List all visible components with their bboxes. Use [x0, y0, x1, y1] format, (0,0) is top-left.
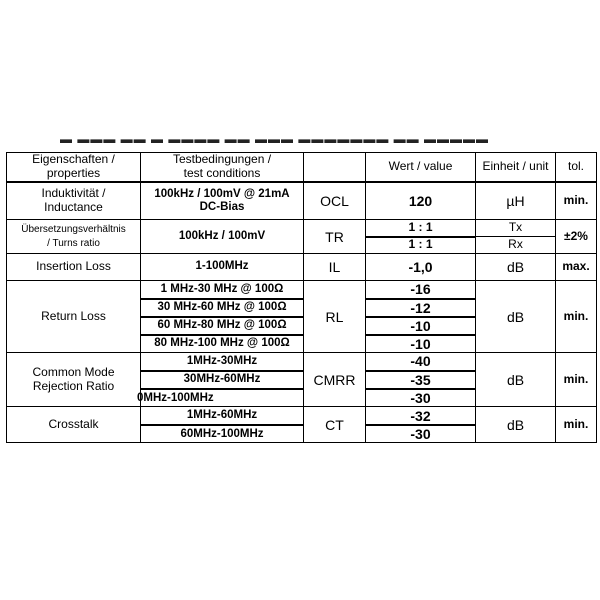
value-turns-ratio-tx: 1 : 1 [366, 220, 476, 237]
unit-return-loss: dB [476, 281, 556, 353]
header-tolerance: tol. [556, 153, 597, 182]
property-inductance-de: Induktivität / [41, 186, 106, 201]
tolerance-cmrr: min. [556, 353, 597, 407]
property-inductance-en: Inductance [44, 199, 103, 214]
symbol-tr: TR [304, 220, 366, 254]
value-return-loss-1: -16 [366, 281, 476, 299]
property-turns-ratio-de: Übersetzungsverhältnis [21, 223, 126, 235]
condition-return-loss-3: 60 MHz-80 MHz @ 100Ω [141, 317, 304, 335]
symbol-il: IL [304, 254, 366, 281]
header-conditions-de: Testbedingungen / [172, 152, 272, 166]
table-row-cmrr-1 [7, 353, 597, 371]
value-turns-ratio-rx: 1 : 1 [366, 237, 476, 254]
condition-crosstalk-1: 1MHz-60MHz [141, 407, 304, 425]
condition-cmrr-2: 30MHz-60MHz [141, 371, 304, 389]
tolerance-inductance: min. [556, 182, 597, 220]
table-row-crosstalk-1 [7, 407, 597, 425]
property-turns-ratio [7, 220, 141, 254]
condition-return-loss-4: 80 MHz-100 MHz @ 100Ω [141, 335, 304, 353]
condition-inductance [141, 182, 304, 220]
value-cmrr-1: -40 [366, 353, 476, 371]
table-row-turns-ratio-tx [7, 220, 597, 237]
condition-cmrr-3: 0MHz-100MHz [141, 389, 304, 407]
value-return-loss-2: -12 [366, 299, 476, 317]
header-value: Wert / value [366, 153, 476, 182]
property-cmrr [7, 353, 141, 407]
property-turns-ratio-en: / Turns ratio [47, 238, 100, 250]
condition-cmrr-1: 1MHz-30MHz [141, 353, 304, 371]
symbol-cmrr: CMRR [304, 353, 366, 407]
condition-return-loss-2: 30 MHz-60 MHz @ 100Ω [141, 299, 304, 317]
header-conditions-en: test conditions [183, 165, 261, 180]
condition-crosstalk-2: 60MHz-100MHz [141, 425, 304, 443]
value-insertion-loss: -1,0 [366, 254, 476, 281]
condition-turns-ratio: 100kHz / 100mV [141, 220, 304, 254]
value-return-loss-3: -10 [366, 317, 476, 335]
unit-turns-ratio-tx: Tx [476, 220, 556, 237]
header-symbol [304, 153, 366, 182]
unit-cmrr: dB [476, 353, 556, 407]
property-insertion-loss: Insertion Loss [7, 254, 141, 281]
condition-inductance-line2: DC-Bias [199, 200, 245, 213]
unit-crosstalk: dB [476, 407, 556, 443]
property-cmrr-line2: Rejection Ratio [32, 378, 115, 393]
table-row-insertion-loss [7, 254, 597, 281]
header-test-conditions [141, 153, 304, 182]
table-header-row [7, 153, 597, 182]
symbol-rl: RL [304, 281, 366, 353]
table-row-inductance [7, 182, 597, 220]
condition-return-loss-1: 1 MHz-30 MHz @ 100Ω [141, 281, 304, 299]
tolerance-insertion-loss: max. [556, 254, 597, 281]
header-properties-de: Eigenschaften / [32, 152, 115, 166]
header-properties [7, 153, 141, 182]
header-properties-en: properties [46, 165, 101, 180]
condition-insertion-loss: 1-100MHz [141, 254, 304, 281]
tolerance-turns-ratio: ±2% [556, 220, 597, 254]
value-return-loss-4: -10 [366, 335, 476, 353]
unit-turns-ratio-rx: Rx [476, 237, 556, 254]
header-unit: Einheit / unit [476, 153, 556, 182]
symbol-ct: CT [304, 407, 366, 443]
condition-inductance-line1: 100kHz / 100mV @ 21mA [154, 187, 290, 200]
property-inductance [7, 182, 141, 220]
table-row-return-loss-1 [7, 281, 597, 299]
value-cmrr-2: -35 [366, 371, 476, 389]
value-crosstalk-2: -30 [366, 425, 476, 443]
property-crosstalk: Crosstalk [7, 407, 141, 443]
property-cmrr-line1: Common Mode [32, 365, 115, 380]
symbol-ocl: OCL [304, 182, 366, 220]
property-return-loss: Return Loss [7, 281, 141, 353]
value-inductance: 120 [366, 182, 476, 220]
tolerance-crosstalk: min. [556, 407, 597, 443]
value-cmrr-3: -30 [366, 389, 476, 407]
unit-insertion-loss: dB [476, 254, 556, 281]
tolerance-return-loss: min. [556, 281, 597, 353]
value-crosstalk-1: -32 [366, 407, 476, 425]
unit-inductance: µH [476, 182, 556, 220]
cropped-heading-remnant: ▬ ▬▬▬ ▬▬ ▬ ▬▬▬▬ ▬▬ ▬▬▬ ▬▬▬▬▬▬▬ ▬▬ ▬▬▬▬▬ [60, 132, 490, 146]
electrical-properties-table [6, 152, 597, 443]
